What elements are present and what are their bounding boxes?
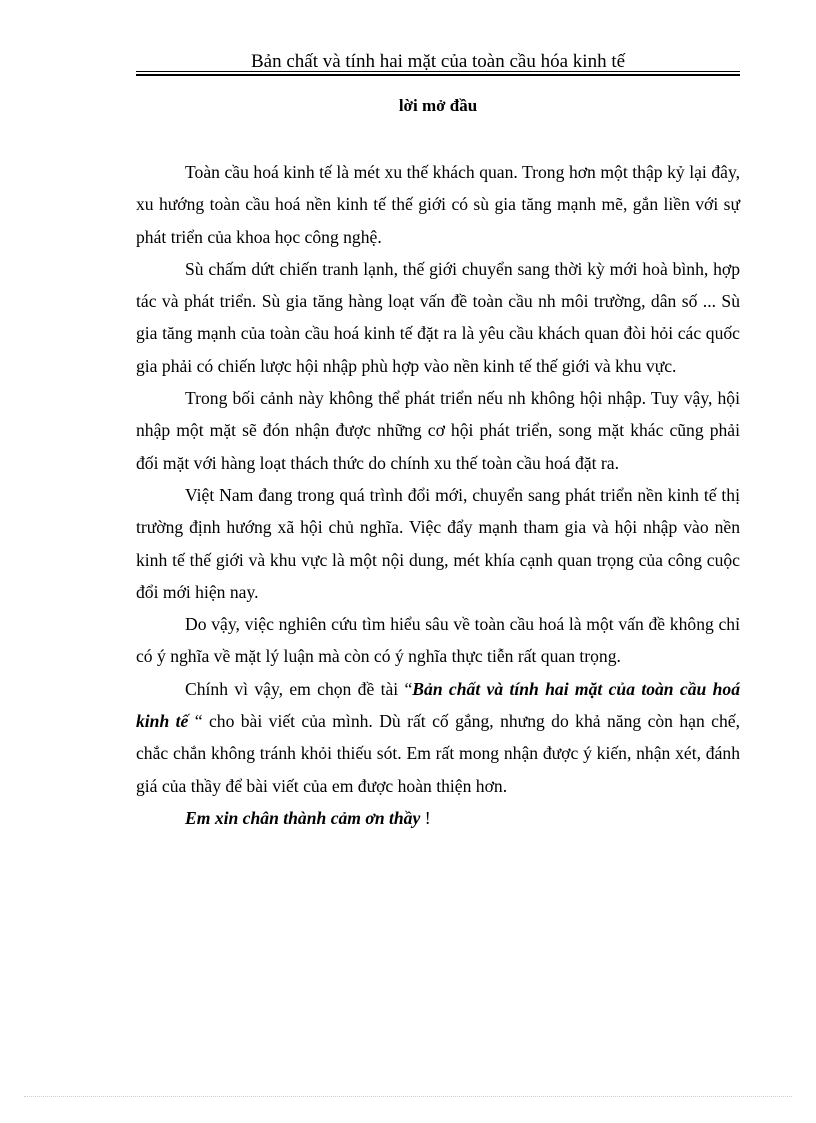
running-header-title: Bản chất và tính hai mặt của toàn cầu hóa kinh tế	[250, 51, 626, 72]
topic-title: Bản chất và tính hai mặt của toàn cầu hoá kinh tế	[136, 678, 740, 732]
paragraph-2: Sù chấm dứt chiến tranh lạnh, thế giới chuyển sang thời kỳ mới hoà bình, hợp tác và phát triển. Sù gia tăng hàng loạt vấn đề toàn cầu nh môi trường, dân số ... Sù gia tăng mạnh của toàn cầu hoá kinh tế đặt ra là yêu cầu khách quan đòi hỏi các quốc gia phải có chiến lược hội nhập phù hợp vào nền kinh tế thế giới và khu vực.	[136, 258, 740, 376]
paragraph-5: Do vậy, việc nghiên cứu tìm hiểu sâu về toàn cầu hoá là một vấn đề không chỉ có ý nghĩa về mặt lý luận mà còn có ý nghĩa thực tiễn rất quan trọng.	[136, 614, 740, 667]
body-text	[136, 156, 740, 834]
paragraph-6-lead: Chính vì vậy, em chọn đề tài “	[185, 678, 413, 699]
header-rule-thick	[136, 74, 740, 76]
paragraph-4: Việt Nam đang trong quá trình đổi mới, chuyển sang phát triển nền kinh tế thị trường định hướng xã hội chủ nghĩa. Việc đẩy mạnh tham gia và hội nhập vào nền kinh tế thế giới và khu vực là một nội dung, mét khía cạnh quan trọng của công cuộc đổi mới hiện nay.	[136, 484, 740, 602]
header-rule-thin	[136, 71, 740, 72]
page-bottom-dotted-line	[24, 1096, 792, 1097]
paragraph-3: Trong bối cảnh này không thể phát triển nếu nh không hội nhập. Tuy vậy, hội nhập một mặt sẽ đón nhận được những cơ hội phát triển, song mặt khác cũng phải đối mặt với hàng loạt thách thức do chính xu thế toàn cầu hoá đặt ra.	[136, 388, 740, 473]
section-heading: lời mở đầu	[398, 96, 478, 115]
thanks-end: !	[420, 807, 431, 828]
paragraph-7	[136, 802, 740, 834]
paragraph-6-rest: “ cho bài viết của mình. Dù rất cố gắng, nhưng do khả năng còn hạn chế, chắc chắn không tránh khỏi thiếu sót. Em rất mong nhận được ý kiến, nhận xét, đánh giá của thầy để bài viết của em được hoàn thiện hơn.	[136, 711, 740, 796]
thanks-text: Em xin chân thành cảm ơn thầy	[185, 807, 421, 828]
paragraph-6	[136, 673, 740, 802]
paragraph-1: Toàn cầu hoá kinh tế là mét xu thế khách quan. Trong hơn một thập kỷ lại đây, xu hướng toàn cầu hoá nền kinh tế thế giới có sù gia tăng mạnh mẽ, gắn liền với sự phát triển của khoa học công nghệ.	[136, 162, 740, 247]
